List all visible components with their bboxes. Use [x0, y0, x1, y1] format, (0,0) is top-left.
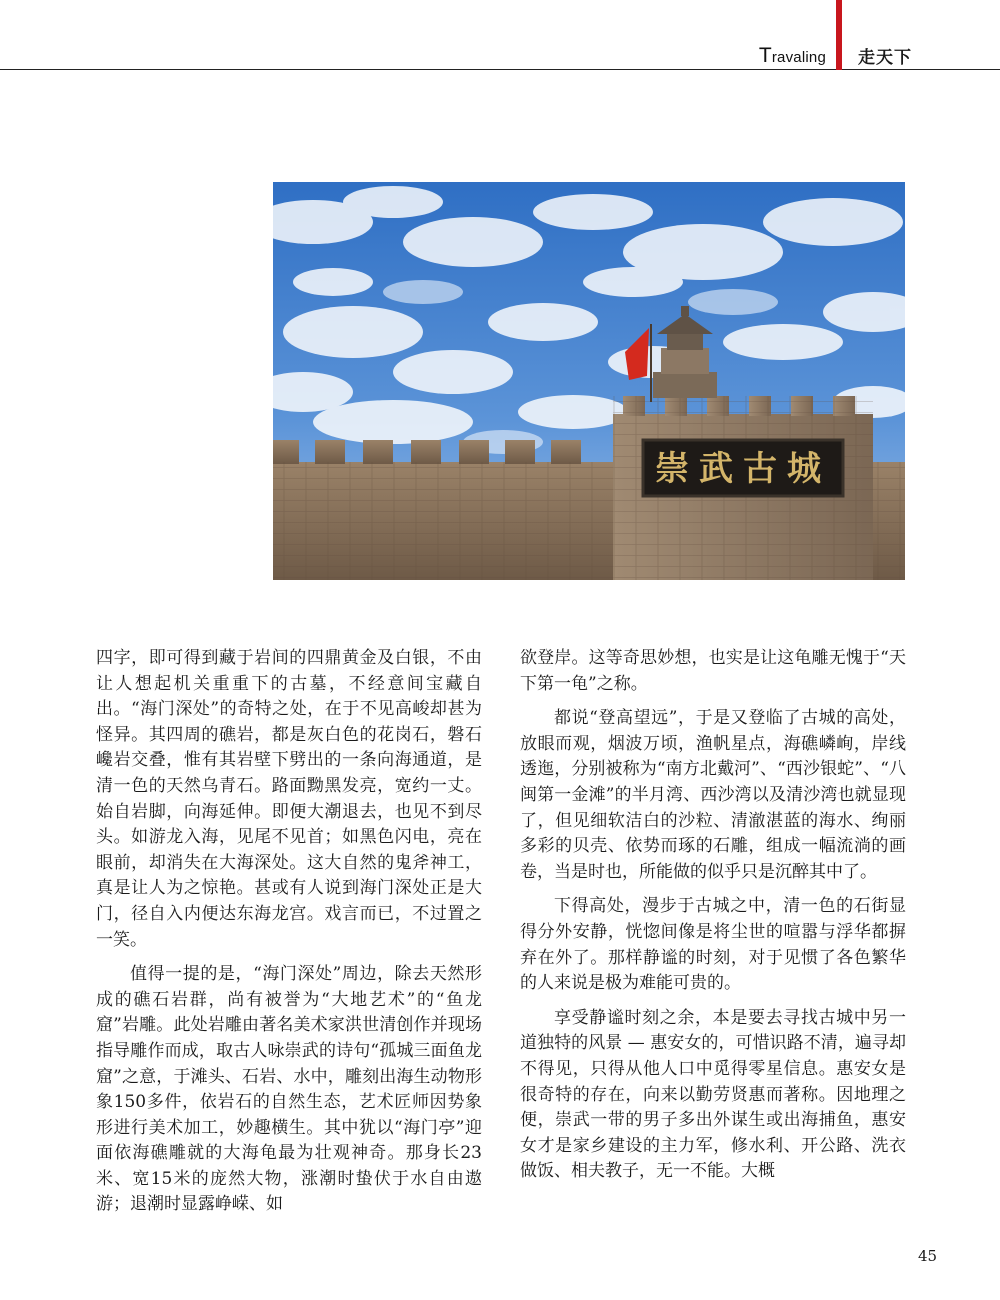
- paragraph: 都说“登高望远”，于是又登临了古城的高处，放眼而观，烟波万顷，渔帆星点，海礁嶙峋，岸线透迤，分别被称为“南方北戴河”、“西沙银蛇”、“八闽第一金滩”的半月湾、西沙湾以及清沙湾也就显现了，但见细软洁白的沙粒、清澈湛蓝的海水、绚丽多彩的贝壳、依势而琢的石雕，组成一幅流淌的画卷，当是时也，所能做的似乎只是沉醉其中了。: [520, 708, 906, 882]
- paragraph: 欲登岸。这等奇思妙想，也实是让这龟雕无愧于“天下第一龟”之称。: [520, 648, 906, 694]
- city-wall-photo: [273, 182, 905, 580]
- right-column: [520, 646, 906, 1194]
- section-title-cn: 走天下: [858, 48, 912, 68]
- header-red-bar: [836, 0, 842, 70]
- header-rule: [0, 69, 1000, 70]
- section-title-en-rest: ravaling: [771, 49, 826, 66]
- paragraph: 四字，即可得到藏于岩间的四鼎黄金及白银，不由让人想起机关重重下的古墓，不经意间宝藏自出。“海门深处”的奇特之处，在于不见高峻却甚为怪异。其四周的礁岩，都是灰白色的花岗石，磐石巉岩交叠，惟有其岩壁下劈出的一条向海通道，是清一色的天然乌青石。路面黝黑发亮，宽约一丈。始自岩脚，向海延伸。即便大潮退去，也见不到尽头。如游龙入海，见尾不见首；如黑色闪电，亮在眼前，却消失在大海深处。这大自然的鬼斧神工，真是让人为之惊艳。甚或有人说到海门深处正是大门，径自入内便达东海龙宫。戏言而已，不过置之一笑。: [96, 648, 482, 950]
- paragraph: 下得高处，漫步于古城之中，清一色的石街显得分外安静，恍惚间像是将尘世的喧嚣与浮华都摒弃在外了。那样静谧的时刻，对于见惯了各色繁华的人来说是极为难能可贵的。: [520, 896, 906, 994]
- plaque-text: 崇武古城: [655, 449, 831, 489]
- left-column: [96, 646, 482, 1227]
- page-number: 45: [918, 1247, 938, 1265]
- section-title-en-initial: T: [758, 44, 772, 67]
- name-plaque: [643, 440, 843, 496]
- paragraph: 值得一提的是，“海门深处”周边，除去天然形成的礁石岩群，尚有被誉为“大地艺术”的“鱼龙窟”岩雕。此处岩雕由著名美术家洪世清创作并现场指导雕作而成，取古人咏崇武的诗句“孤城三面鱼龙窟”之意，于滩头、石岩、水中，雕刻出海生动物形象150多件，依岩石的自然生态，艺术匠师因势象形进行美术加工，妙趣横生。其中犹以“海门亭”迎面依海礁雕就的大海龟最为壮观神奇。那身长23米、宽15米的庞然大物，涨潮时蛰伏于水自由遨游；退潮时显露峥嵘、如: [96, 964, 482, 1215]
- section-title-en: [759, 44, 826, 68]
- paragraph: 享受静谧时刻之余，本是要去寻找古城中另一道独特的风景 — 惠安女的，可惜识路不清，遍寻却不得见，只得从他人口中觅得零星信息。惠安女是很奇特的存在，向来以勤劳贤惠而著称。因地理之便，崇武一带的男子多出外谋生或出海捕鱼，惠安女才是家乡建设的主力军，修水利、开公路、洗衣做饭、相夫教子，无一不能。大概: [520, 1007, 906, 1182]
